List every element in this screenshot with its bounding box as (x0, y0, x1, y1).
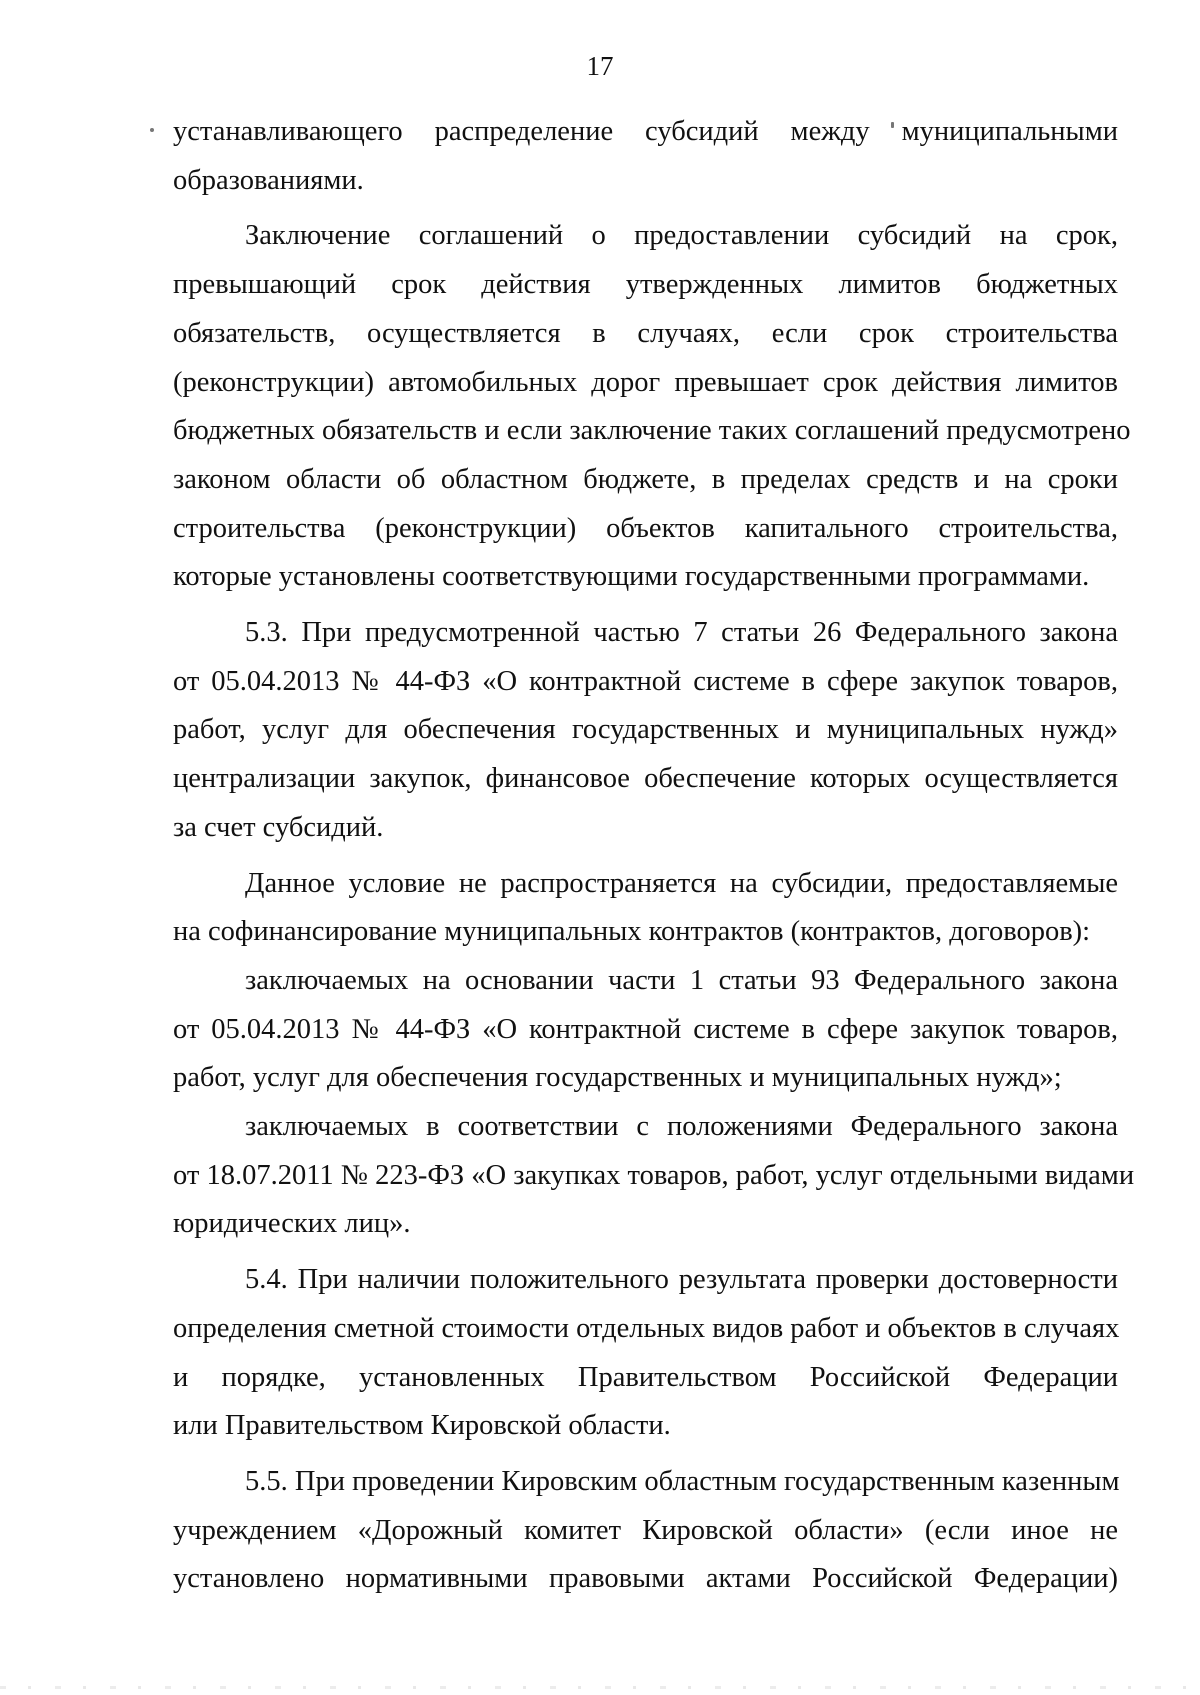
text-line: превышающий срок действия утвержденных лимитов бюджетных (173, 269, 1118, 301)
text-line: централизации закупок, финансовое обеспечение которых осуществляется (173, 763, 1118, 795)
text-line: установлено нормативными правовыми актами Российской Федерации) (173, 1563, 1118, 1595)
document-body (173, 108, 1135, 1604)
paragraph-5-5 (173, 1458, 1118, 1604)
text-line: 5.5. При проведении Кировским областным государственным казенным (245, 1465, 1120, 1497)
text-line: Заключение соглашений о предоставлении субсидий на срок, (245, 220, 1118, 252)
text-line: на софинансирование муниципальных контрактов (контрактов, договоров): (173, 916, 1091, 948)
text-line: образованиями. (173, 164, 364, 196)
text-line: (реконструкции) автомобильных дорог превышает срок действия лимитов (173, 366, 1118, 398)
text-line: заключаемых на основании части 1 статьи 93 Федерального закона (245, 964, 1118, 996)
paragraph-condition (173, 860, 1118, 957)
text-line: бюджетных обязательств и если заключение таких соглашений предусмотрено (173, 415, 1131, 447)
text-line: обязательств, осуществляется в случаях, если срок строительства (173, 317, 1118, 349)
paragraph-223-fz (173, 1103, 1135, 1249)
text-line: или Правительством Кировской области. (173, 1410, 671, 1442)
text-line: от 18.07.2011 № 223-ФЗ «О закупках товаров, работ, услуг отдельными видами (173, 1159, 1135, 1191)
text-line: учреждением «Дорожный комитет Кировской области» (если иное не (173, 1514, 1118, 1546)
text-line: работ, услуг для обеспечения государственных и муниципальных нужд»; (173, 1062, 1062, 1094)
scan-mark (150, 128, 154, 132)
text-line: заключаемых в соответствии с положениями Федерального закона (245, 1111, 1118, 1143)
page-number: 17 (586, 51, 614, 81)
paragraph-article-93 (173, 957, 1118, 1103)
text-line: устанавливающего распределение субсидий между муниципальными (173, 116, 1118, 147)
paragraph-5-4 (173, 1256, 1118, 1451)
paragraph-agreements (173, 212, 1131, 602)
text-line: 5.3. При предусмотренной частью 7 статьи 26 Федерального закона (245, 617, 1118, 649)
text-line: от 05.04.2013 № 44-ФЗ «О контрактной системе в сфере закупок товаров, (173, 1013, 1118, 1045)
text-line: работ, услуг для обеспечения государственных и муниципальных нужд» (173, 714, 1118, 746)
text-line: и порядке, установленных Правительством Российской Федерации (173, 1361, 1118, 1393)
text-line: определения сметной стоимости отдельных видов работ и объектов в случаях (173, 1312, 1120, 1344)
text-line: Данное условие не распространяется на субсидии, предоставляемые (245, 867, 1118, 899)
text-line: юридических лиц». (173, 1208, 411, 1240)
text-line: за счет субсидий. (173, 811, 384, 843)
text-line: которые установлены соответствующими государственными программами. (173, 561, 1090, 593)
text-line: от 05.04.2013 № 44-ФЗ «О контрактной системе в сфере закупок товаров, (173, 665, 1118, 697)
text-line: строительства (реконструкции) объектов капитального строительства, (173, 512, 1118, 544)
text-line: законом области об областном бюджете, в пределах средств и на сроки (173, 463, 1118, 495)
scan-edge-noise (0, 1686, 1200, 1689)
text-line: 5.4. При наличии положительного результата проверки достоверности (245, 1264, 1118, 1296)
paragraph-continuation (173, 108, 1118, 205)
paragraph-5-3 (173, 609, 1118, 853)
